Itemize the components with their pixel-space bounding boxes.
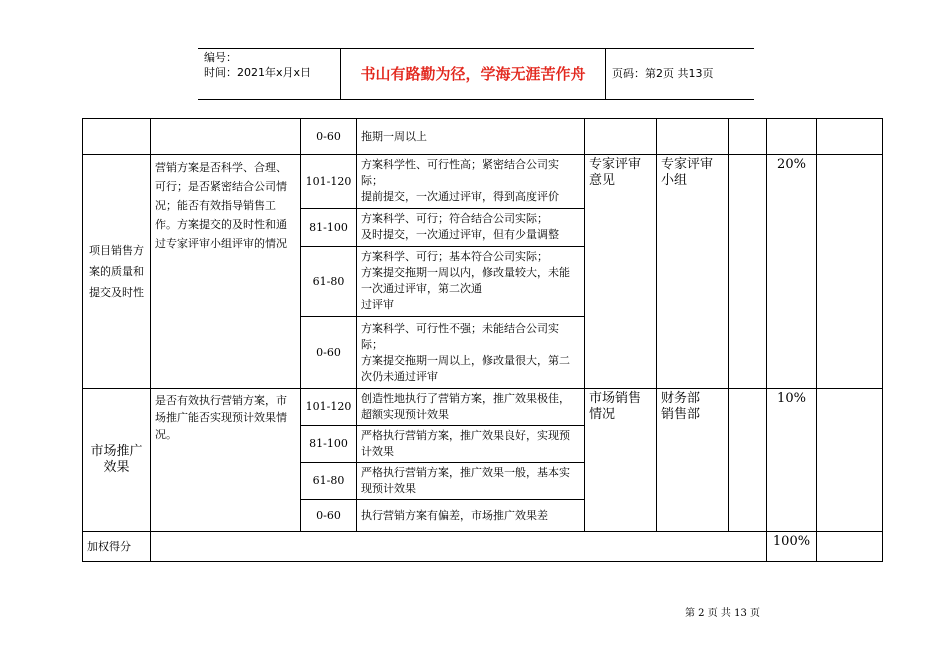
- evaluation-table: [82, 118, 883, 562]
- table-row-total: [83, 532, 883, 562]
- score-range: 101-120: [301, 155, 357, 209]
- number-label: 编号：: [204, 51, 237, 64]
- score-description: 严格执行营销方案，推广效果良好，实现预计效果: [357, 426, 585, 463]
- total-weight: 100%: [767, 532, 817, 562]
- score-range: 101-120: [301, 389, 357, 426]
- score-description: 方案科学、可行；符合结合公司实际； 及时提交，一次通过评审，但有少量调整: [357, 209, 585, 247]
- cell-empty: [151, 119, 301, 155]
- score-description: 方案科学、可行性不强；未能结合公司实际； 方案提交拖期一周以上，修改量很大，第二次仍未通过评审: [357, 317, 585, 389]
- data-source: 市场销售情况: [585, 389, 657, 532]
- cell-empty: [729, 119, 767, 155]
- cell-empty: [657, 119, 729, 155]
- cell-empty: [767, 119, 817, 155]
- cell-empty: [729, 155, 767, 389]
- total-label: 加权得分: [83, 532, 151, 562]
- criteria-text: 营销方案是否科学、合理、可行；是否紧密结合公司情况；能否有效指导销售工作。方案提交的及时性和通过专家评审小组评审的情况: [151, 155, 301, 389]
- score-description: 方案科学、可行；基本符合公司实际； 方案提交拖期一周以内，修改量较大，未能一次通过评审，第二次通 过评审: [357, 247, 585, 317]
- evaluator: 专家评审小组: [657, 155, 729, 389]
- cell-empty: [817, 389, 883, 532]
- page-header: [198, 48, 754, 100]
- score-description: 创造性地执行了营销方案，推广效果极佳，超额实现预计效果: [357, 389, 585, 426]
- score-description: 方案科学性、可行性高；紧密结合公司实际； 提前提交，一次通过评审，得到高度评价: [357, 155, 585, 209]
- cell-empty: [729, 389, 767, 532]
- cell-empty: [151, 532, 767, 562]
- score-range: 81-100: [301, 209, 357, 247]
- cell-empty: [817, 532, 883, 562]
- score-description: 执行营销方案有偏差，市场推广效果差: [357, 500, 585, 532]
- page-footer: 第 2 页 共 13 页: [685, 608, 760, 619]
- cell-empty: [817, 119, 883, 155]
- score-description: 拖期一周以上: [357, 119, 585, 155]
- table-row: [83, 389, 883, 426]
- criteria-text: 是否有效执行营销方案，市场推广能否实现预计效果情况。: [151, 389, 301, 532]
- table-row: [83, 119, 883, 155]
- header-slogan: 书山有路勤为径，学海无涯苦作舟: [341, 49, 606, 99]
- score-range: 0-60: [301, 317, 357, 389]
- score-range: 61-80: [301, 247, 357, 317]
- score-description: 严格执行营销方案，推广效果一般，基本实现预计效果: [357, 463, 585, 500]
- weight: 10%: [767, 389, 817, 532]
- item-name: 市场推广效果: [83, 389, 151, 532]
- data-source: 专家评审意见: [585, 155, 657, 389]
- score-range: 0-60: [301, 119, 357, 155]
- score-range: 61-80: [301, 463, 357, 500]
- score-range: 81-100: [301, 426, 357, 463]
- cell-empty: [585, 119, 657, 155]
- evaluator: 财务部 销售部: [657, 389, 729, 532]
- header-page-label: 页码：第2页 共13页: [612, 67, 714, 80]
- weight: 20%: [767, 155, 817, 389]
- table-row: [83, 155, 883, 209]
- time-label: 时间：2021年x月x日: [204, 66, 312, 79]
- item-name: 项目销售方案的质量和提交及时性: [83, 155, 151, 389]
- cell-empty: [83, 119, 151, 155]
- cell-empty: [817, 155, 883, 389]
- header-meta: [198, 49, 341, 99]
- score-range: 0-60: [301, 500, 357, 532]
